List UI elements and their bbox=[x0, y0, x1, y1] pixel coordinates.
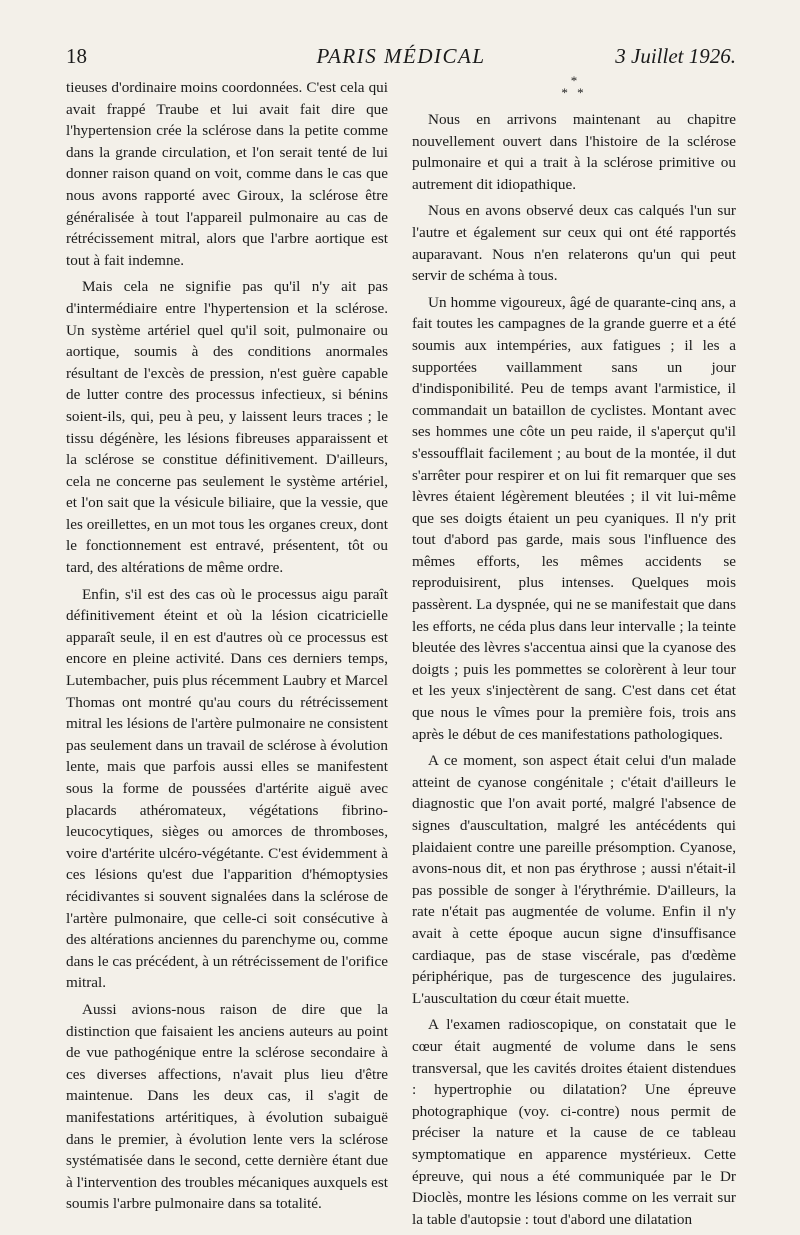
right-column bbox=[412, 73, 736, 1235]
paragraph: A l'examen radioscopique, on constatait que le cœur était augmenté de volume dans le sens transversal, que les cavités droites étaient distendues : hypertrophie ou dilatation? Une épreuve photographique (voy. ci-contre) nous permit de préciser la nature et la cause de ce tableau symptomatique en apparence mystérieux. Cette épreuve, qui nous a été communiquée par le Dr Dioclès, montre les lésions comme on les verrait sur la table d'autopsie : tout d'abord une dilatation bbox=[412, 1016, 736, 1228]
left-column bbox=[66, 77, 388, 1220]
paragraph: Enfin, s'il est des cas où le processus aigu paraît définitivement éteint et où la lésion cicatricielle apparaît seule, il en est d'autres où ce processus est encore en pleine activité. Dans ces derniers temps, Lutembacher, puis plus récemment Laubry et Marcel Thomas ont montré qu'au cours du rétrécissement mitral les lésions de l'artère pulmonaire ne consistent pas seulement dans un travail de sclérose à évolution lente, mais que parfois aussi elles se manifestent sous la forme de poussées d'artérite aiguë avec placards athéromateux, végétations fibrino-leucocytiques, sièges ou amorces de thromboses, voire d'artérite ulcéro-végétante. C'est évidemment à ces lésions qu'est due l'apparition d'hémoptysies récidivantes si souvent signalées dans la sclérose de l'artère pulmonaire, que celle-ci soit consécutive à des altérations anciennes du parenchyme ou, comme dans le cas précédent, à un rétrécissement de l'orifice mitral. bbox=[66, 585, 389, 992]
separator-star-bottom: * * bbox=[561, 85, 587, 100]
running-header bbox=[66, 44, 736, 70]
paragraph: Nous en avons observé deux cas calqués l'un sur l'autre et également sur ceux qui ont été rapportés auparavant. Nous n'en relaterons qu'un qui peut servir de schéma à tous. bbox=[412, 202, 736, 285]
paragraph: Aussi avions-nous raison de dire que la distinction que faisaient les anciens auteurs au point de vue pathogénique entre la sclérose secondaire à ces diverses affections, n'avait plus lieu d'être maintenue. Dans les deux cas, il s'agit de manifestations artéritiques, à évolution subaiguë dans le premier, à évolution lente vers la sclérose systématisée dans le second, cette dernière étant due à l'intervention des troubles mécaniques auxquels est soumis l'arbre pulmonaire dans sa totalité. bbox=[66, 1000, 388, 1213]
paragraph: Nous en arrivons maintenant au chapitre nouvellement ouvert dans l'histoire de la sclérose pulmonaire et qui a trait à la sclérose primitive ou autrement dit idiopathique. bbox=[412, 111, 736, 193]
issue-date: 3 Juillet 1926. bbox=[615, 44, 736, 68]
journal-title: PARIS MÉDICAL bbox=[316, 44, 486, 68]
paragraph: Un homme vigoureux, âgé de quarante-cinq ans, a fait toutes les campagnes de la grande guerre et a été soumis aux intempéries, aux fatigues ; il les a supportées vaillamment sans un jour d'indisponibilité. Peu de temps avant l'armistice, il commandait un bataillon de cyclistes. Montant avec ses hommes une côte un peu raide, il s'aperçut qu'il s'essoufflait facilement ; au bout de la montée, il dut s'arrêter pour respirer et on lui fit remarquer que ses lèvres étaient légèrement bleutées ; il vit lui-même que ses doigts étaient un peu cyaniques. Il n'y prit tout d'abord pas garde, mais sous l'influence des mêmes efforts, les mêmes accidents se reproduisirent, plus intenses. Quelques mois passèrent. La dyspnée, qui ne se manifestait que dans les efforts, ne céda plus dans leur intervalle ; la teinte bleutée des lèvres s'accentua ainsi que la cyanose des doigts ; puis les pommettes se colorèrent à leur tour et les yeux s'injectèrent de sang. C'est dans cet état que nous le vîmes pour la première fois, trois ans après le début de ces manifestations pathologiques. bbox=[412, 293, 736, 743]
page-number: 18 bbox=[66, 44, 87, 68]
section-separator bbox=[412, 75, 736, 109]
paragraph: A ce moment, son aspect était celui d'un malade atteint de cyanose congénitale ; c'était d'ailleurs le diagnostic que l'on avait porté, malgré l'absence de signes d'auscultation, malgré les antécédents qui plaidaient contre une pareille présomption. Cyanose, avons-nous dit, et non pas érythrose ; aussi n'était-il pas possible de songer à l'érythrémie. D'ailleurs, la rate n'était pas augmentée de volume. Enfin il n'y avait à cette époque aucun signe d'insuffisance cardiaque, pas de stase viscérale, pas d'œdème périphérique, pas de turgescence des jugulaires. L'auscultation du cœur était muette. bbox=[412, 752, 736, 1007]
paragraph: tieuses d'ordinaire moins coordonnées. C'est cela qui avait frappé Traube et lui avait fait dire que l'hypertension crée la sclérose dans la petite comme dans la grande circulation, et l'on serait tenté de lui donner raison quand on voit, comme dans le cas que nous avons rapporté avec Giroux, la sclérose être généralisée à tout l'appareil pulmonaire au cas de rétrécissement mitral, alors que l'arbre aortique est tout à fait indemne. bbox=[66, 79, 388, 269]
separator-star-top: * bbox=[570, 73, 578, 88]
paragraph: Mais cela ne signifie pas qu'il n'y ait pas d'intermédiaire entre l'hypertension et la sclérose. Un système artériel quel qu'il soit, pulmonaire ou aortique, soumis à des conditions anormales résultant de l'excès de pression, n'est guère capable de lutter contre des processus infectieux, si bénins soient-ils, qui, peu à peu, y laissent leurs traces ; le tissu dégénère, les lésions fibreuses apparaissent et la sclérose se constitue définitivement. D'ailleurs, cela ne concerne pas seulement le système artériel, et l'on sait que la vésicule biliaire, que la vessie, que les oreillettes, en un mot tous les organes creux, dont le fonctionnement est entravé, présentent, tôt ou tard, des altérations de même ordre. bbox=[66, 278, 388, 577]
